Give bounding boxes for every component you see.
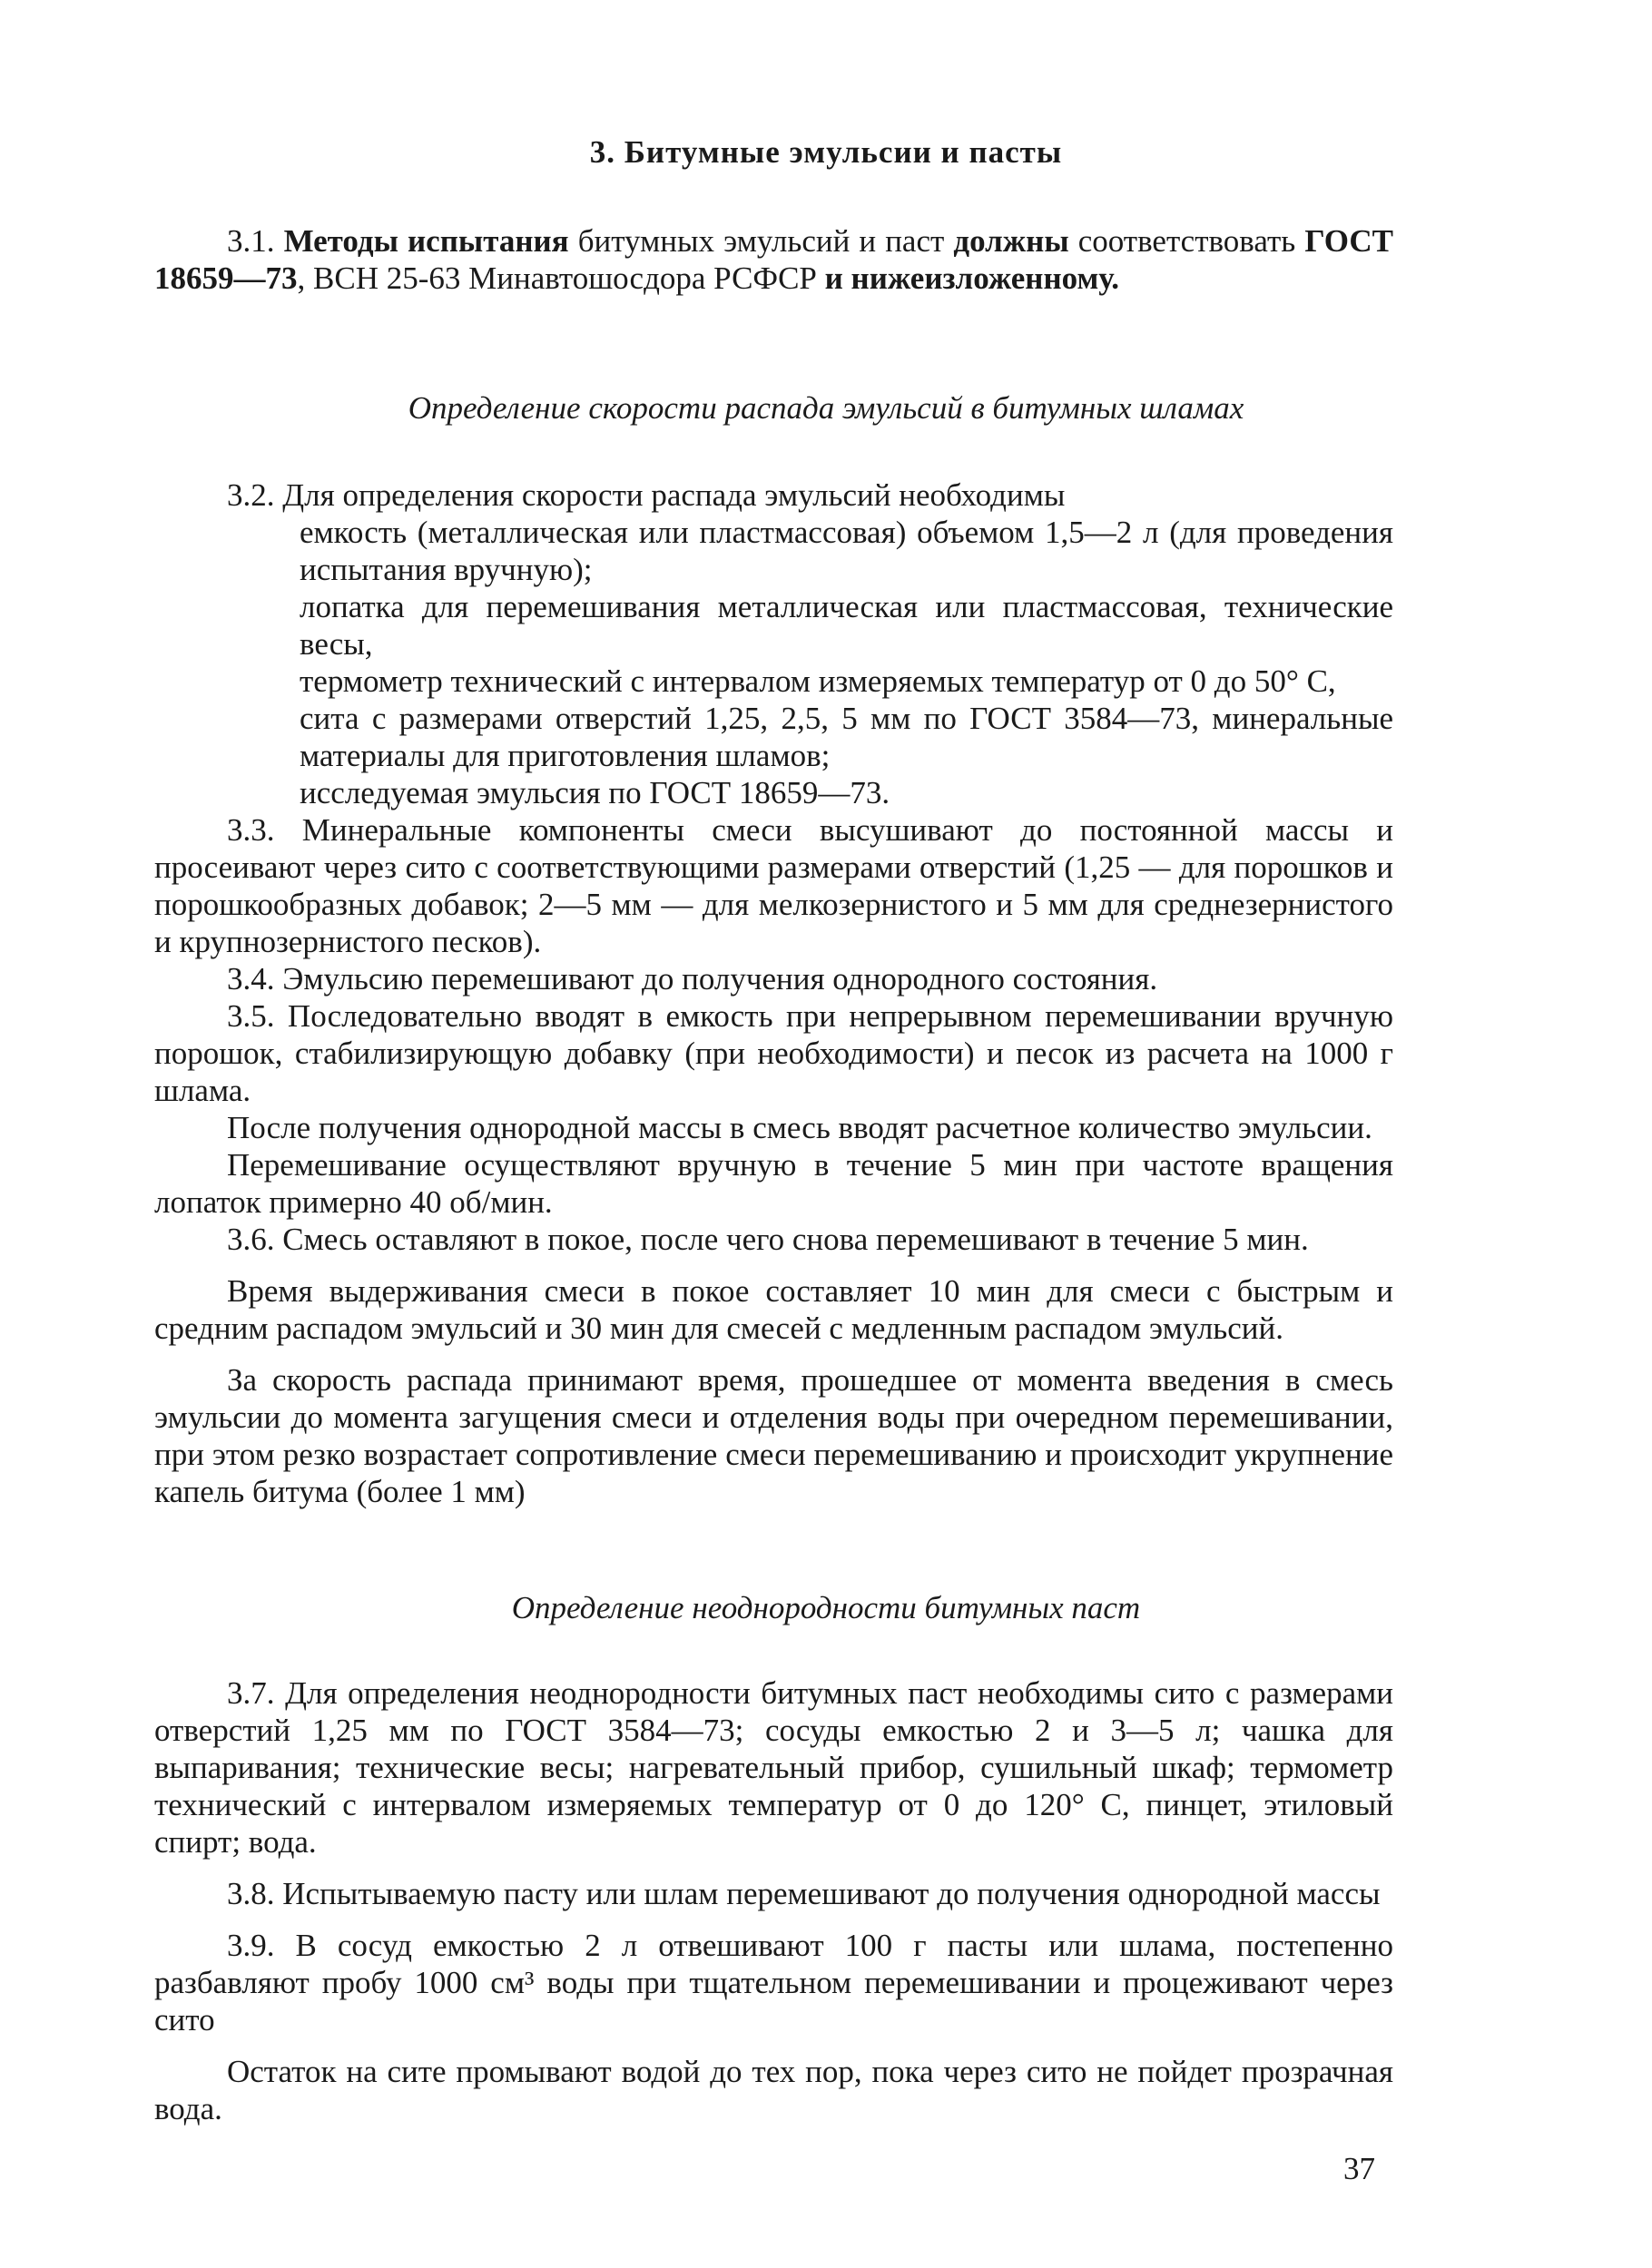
paragraph-3-6: 3.6. Смесь оставляют в покое, после чего снова перемешивают в течение 5 мин. (227, 1222, 1309, 1257)
section-title: 3. Битумные эмульсии и пасты (589, 134, 1063, 170)
paragraph-3-9: 3.9. В сосуд емкостью 2 л отвешивают 100 г пасты или шлама, постепенно разбавляют пробу 1000 см³ воды при тщательном перемешивании и процеживают через сито (154, 1928, 1393, 2037)
list-item: сита с размерами отверстий 1,25, 2,5, 5 мм по ГОСТ 3584—73, минеральные материалы для приготовления шламов; (300, 701, 1393, 773)
main-text-block-2 (154, 1674, 1393, 2127)
list-item: термометр технический с интервалом измеряемых температур от 0 до 50° С, (300, 663, 1336, 699)
main-text-block-1 (154, 476, 1393, 1510)
list-item: лопатка для перемешивания металлическая или пластмассовая, технические весы, (300, 589, 1393, 662)
subheading-paste-heterogeneity: Определение неоднородности битумных паст (511, 1590, 1141, 1625)
paragraph-3-5: 3.5. Последовательно вводят в емкость при непрерывном перемешивании вручную порошок, стабилизирующую добавку (при необходимости) и песок из расчета на 1000 г шлама. (154, 998, 1393, 1108)
page-number: 37 (1343, 2151, 1375, 2186)
paragraph-3-6-b: Время выдерживания смеси в покое составляет 10 мин для смеси с быстрым и средним распадом эмульсий и 30 мин для смесей с медленным распадом эмульсий. (154, 1273, 1393, 1346)
paragraph-3-5-b: После получения однородной массы в смесь вводят расчетное количество эмульсии. (227, 1110, 1372, 1145)
paragraph-3-3: 3.3. Минеральные компоненты смеси высушивают до постоянной массы и просеивают через сито с соответствующими размерами отверстий (1,25 — для порошков и порошкообразных добавок; 2—5 мм — для мелкозернистого и 5 мм для среднезернистого и крупнозернистого песков). (154, 812, 1393, 959)
paragraph-3-6-c: За скорость распада принимают время, прошедшее от момента введения в смесь эмульсии до момента загущения смеси и отделения воды при очередном перемешивании, при этом резко возрастает сопротивление смеси перемешиванию и происходит укрупнение капель битума (более 1 мм) (154, 1362, 1393, 1509)
paragraph-3-9-b: Остаток на сите промывают водой до тех пор, пока через сито не пойдет прозрачная вода. (154, 2054, 1393, 2126)
subheading-emulsion-breakdown: Определение скорости распада эмульсий в битумных шламах (408, 390, 1244, 426)
paragraph-3-5-c: Перемешивание осуществляют вручную в течение 5 мин при частоте вращения лопаток примерно 40 об/мин. (154, 1147, 1393, 1220)
equipment-list (154, 514, 1393, 811)
paragraph-3-1: 3.1. Методы испытания битумных эмульсий и паст должны соответствовать ГОСТ 18659—73, ВСН 25-63 Минавтошосдора РСФСР и нижеизложенному. (154, 223, 1393, 296)
paragraph-3-7: 3.7. Для определения неоднородности битумных паст необходимы сито с размерами отверстий 1,25 мм по ГОСТ 3584—73; сосуды емкостью 2 и 3—5 л; чашка для выпаривания; технические весы; нагревательный прибор, сушильный шкаф; термометр технический с интервалом измеряемых температур от 0 до 120° С, пинцет, этиловый спирт; вода. (154, 1675, 1393, 1860)
paragraph-3-8: 3.8. Испытываемую пасту или шлам перемешивают до получения однородной массы (227, 1876, 1381, 1911)
list-item: емкость (металлическая или пластмассовая) объемом 1,5—2 л (для проведения испытания вручную); (300, 515, 1393, 587)
list-item: исследуемая эмульсия по ГОСТ 18659—73. (300, 775, 890, 810)
paragraph-3-2: 3.2. Для определения скорости распада эмульсий необходимы (227, 477, 1066, 513)
paragraph-3-4: 3.4. Эмульсию перемешивают до получения однородного состояния. (227, 961, 1158, 997)
